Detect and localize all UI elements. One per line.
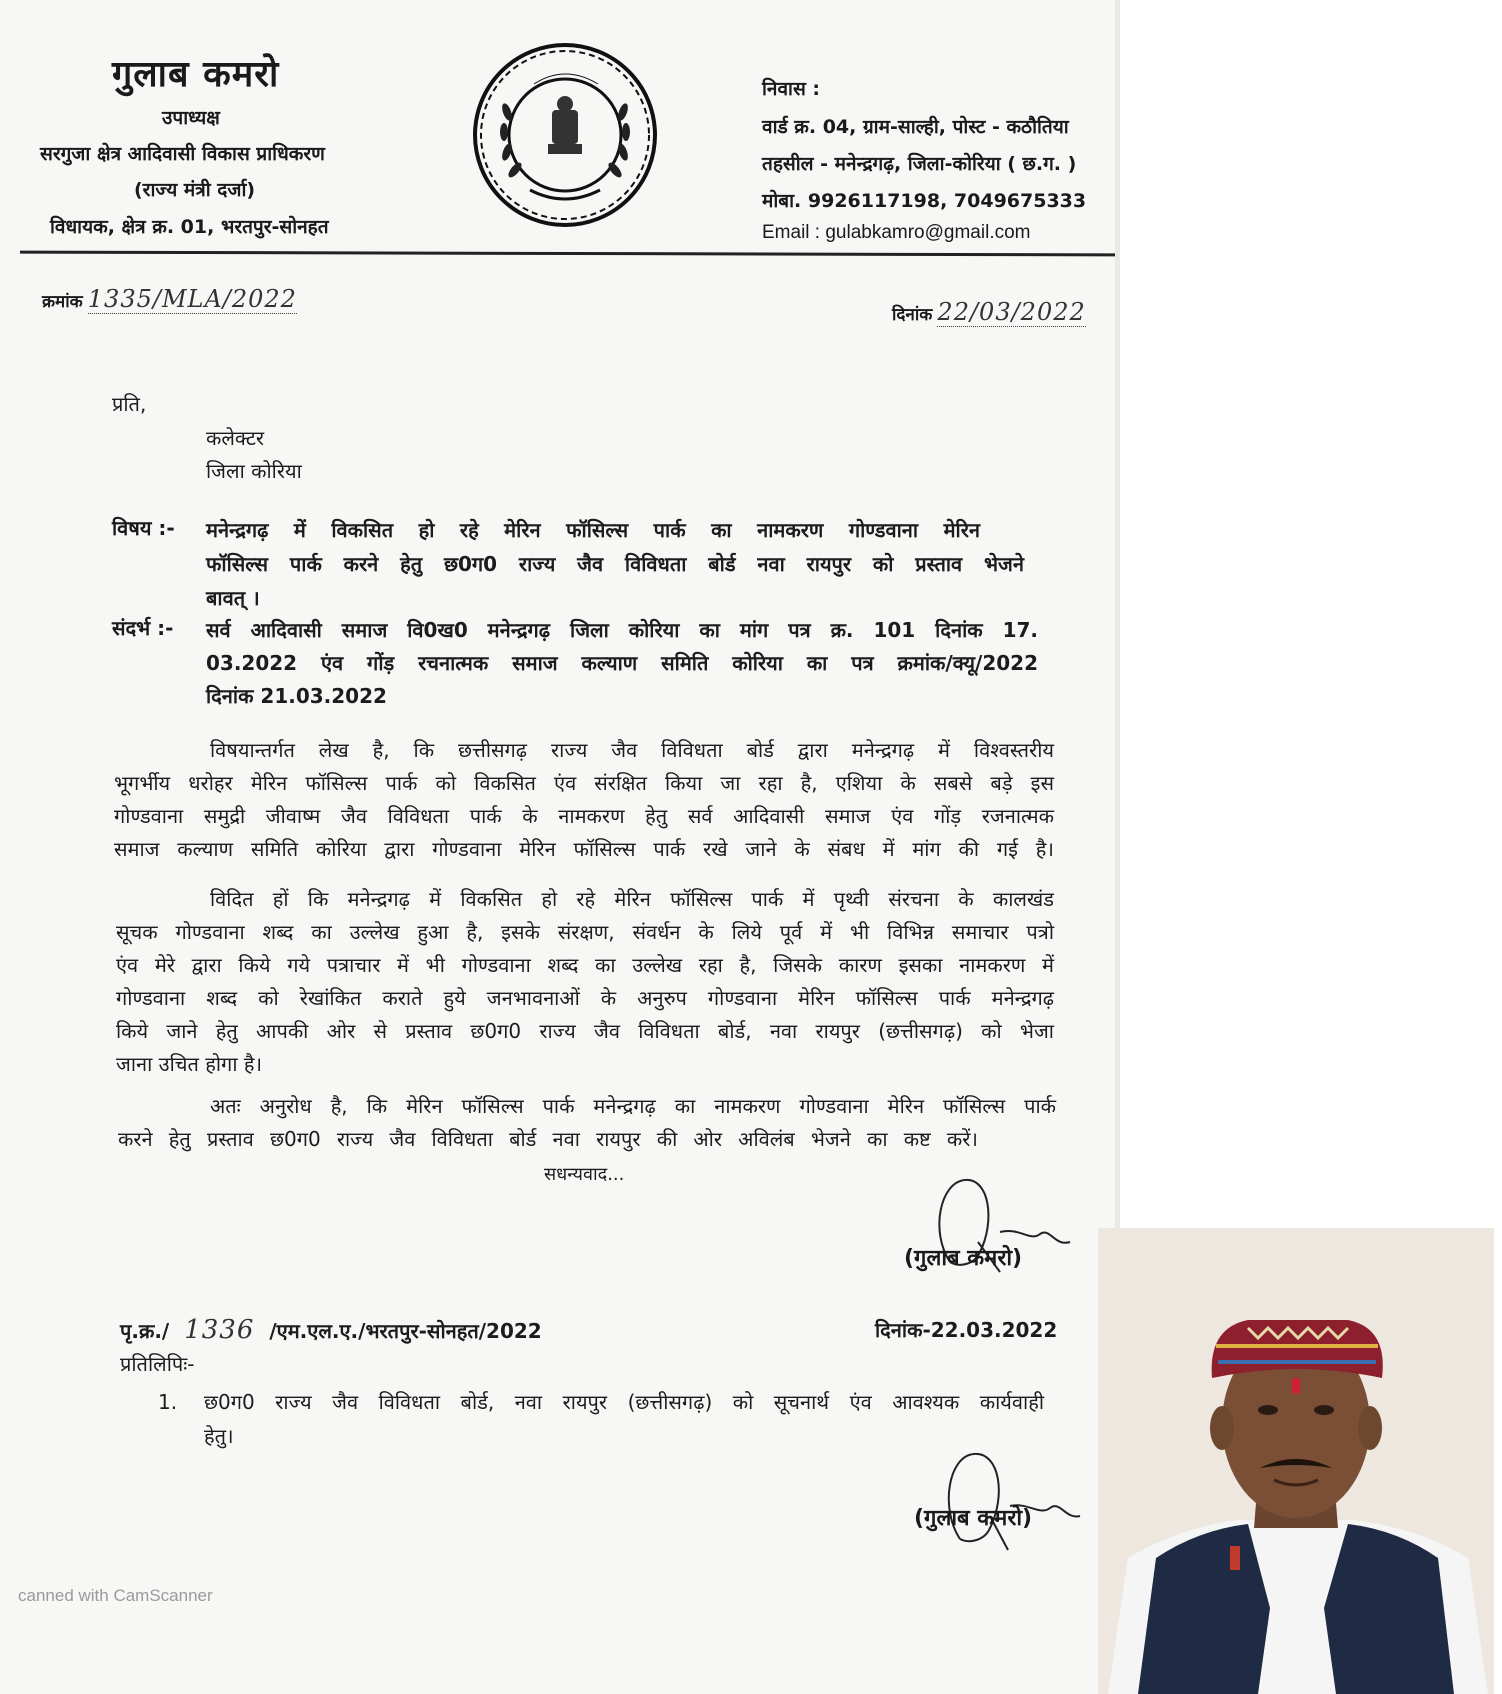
signature-name-1: (गुलाब कमरो) (904, 1246, 1023, 1271)
paragraph-2-line-3: एंव मेरे द्वारा किये गये पत्राचार में भी गोण्डवाना शब्द का उल्लेख रहा है, जिसके कारण इसका नामकरण में (116, 953, 1054, 977)
recipient-line-2: जिला कोरिया (206, 459, 302, 483)
letterhead-constituency: विधायक, क्षेत्र क्र. 01, भरतपुर-सोनहत (50, 216, 329, 238)
copy-item-line-2: हेतु। (204, 1424, 234, 1448)
copy-item-number: 1. (158, 1390, 178, 1414)
address-line-2: तहसील - मनेन्द्रगढ़, जिला-कोरिया ( छ.ग. ) (762, 153, 1077, 175)
reference-letters-line-2: 03.2022 एंव गोंड़ रचनात्मक समाज कल्याण समिति कोरिया का पत्र क्रमांक/क्यू/2022 (206, 651, 1038, 675)
reference-letters-label: संदर्भ :- (112, 616, 174, 640)
email-address: Email : gulabkamro@gmail.com (762, 222, 1031, 243)
paragraph-2-line-4: गोण्डवाना शब्द को रेखांकित कराते हुये जनभावनाओं के अनुरुप गोण्डवाना मेरिन फॉसिल्स पार्क मनेन्द्रगढ़ (116, 986, 1054, 1010)
copy-label: प्रतिलिपिः- (120, 1352, 195, 1376)
date-handwritten: 22/03/2022 (937, 298, 1086, 326)
paragraph-1-line-3: गोण्डवाना समुद्री जीवाष्म जैव विविधता पार्क के नामकरण हेतु सर्व आदिवासी समाज एंव गोंड़ रजनात्मक (114, 804, 1054, 828)
letterhead-designation: उपाध्यक्ष (162, 107, 220, 129)
paragraph-1-line-4: समाज कल्याण समिति कोरिया द्वारा गोण्डवाना मेरिन फॉसिल्स पार्क रखे जाने के संबध में मांग की गई है। (114, 837, 1054, 861)
scanner-watermark: canned with CamScanner (18, 1586, 213, 1605)
subject-line-3: बावत् । (206, 586, 260, 610)
address-label: निवास : (762, 78, 821, 100)
reference-letters-line-3: दिनांक 21.03.2022 (206, 684, 387, 708)
portrait-photo (1098, 1228, 1494, 1694)
endorsement-ref-line (120, 1314, 542, 1348)
reference-number-handwritten: 1335/MLA/2022 (87, 285, 297, 313)
paragraph-2-line-1: विदित हों कि मनेन्द्रगढ़ में विकसित हो रहे मेरिन फॉसिल्स पार्क में पृथ्वी संरचना के कालखंड (210, 887, 1054, 911)
thanks-note: सधन्यवाद... (544, 1164, 625, 1185)
letterhead-authority: सरगुजा क्षेत्र आदिवासी विकास प्राधिकरण (40, 143, 325, 165)
endorsement-date: दिनांक-22.03.2022 (875, 1318, 1058, 1342)
endorsement-number-handwritten: 1336 (184, 1315, 255, 1345)
paragraph-3-line-1: अतः अनुरोध है, कि मेरिन फॉसिल्स पार्क मनेन्द्रगढ़ का नामकरण गोण्डवाना मेरिन फॉसिल्स पार्क (210, 1094, 1056, 1118)
paragraph-3-line-2: करने हेतु प्रस्ताव छ0ग0 राज्य जैव विविधता बोर्ड नवा रायपुर की ओर अविलंब भेजने का कष्ट करें। (118, 1127, 978, 1151)
reference-letters-line-1: सर्व आदिवासी समाज वि0ख0 मनेन्द्रगढ़ जिला कोरिया का मांग पत्र क्र. 101 दिनांक 17. (206, 618, 1038, 642)
address-line-1: वार्ड क्र. 04, ग्राम-साल्ही, पोस्ट - कठौतिया (762, 116, 1069, 138)
subject-line-1: मनेन्द्रगढ़ में विकसित हो रहे मेरिन फॉसिल्स पार्क का नामकरण गोण्डवाना मेरिन (206, 518, 980, 542)
letterhead-name: गुलाब कमरो (112, 54, 280, 95)
paragraph-1-line-2: भूगर्भीय धरोहर मेरिन फॉसिल्स पार्क को विकसित एंव संरक्षित किया जा रहा है, एशिया के सबसे बड़े इस (114, 771, 1054, 795)
copy-item-line-1: छ0ग0 राज्य जैव विविधता बोर्ड, नवा रायपुर (छत्तीसगढ़) को सूचनार्थ एंव आवश्यक कार्यवाही (204, 1390, 1044, 1414)
portrait-illustration (1098, 1228, 1494, 1694)
reference-label: क्रमांक (42, 292, 83, 312)
date-label: दिनांक (892, 305, 933, 325)
date-line (892, 298, 1086, 326)
paragraph-2-line-2: सूचक गोण्डवाना शब्द का उल्लेख हुआ है, इसके संरक्षण, संवर्धन के लिये पूर्व में भी विभिन्न समाचार पत्रो (116, 920, 1054, 944)
subject-line-2: फॉसिल्स पार्क करने हेतु छ0ग0 राज्य जैव विविधता बोर्ड नवा रायपुर को प्रस्ताव भेजने (206, 552, 1024, 576)
signature-name-2: (गुलाब कमरो) (914, 1506, 1033, 1531)
paragraph-1-line-1: विषयान्तर्गत लेख है, कि छत्तीसगढ़ राज्य जैव विविधता बोर्ड द्वारा मनेन्द्रगढ़ में विश्वस्तरीय (210, 738, 1054, 762)
phone-numbers: मोबा. 9926117198, 7049675333 (762, 190, 1087, 212)
paragraph-2-line-6: जाना उचित होगा है। (116, 1052, 263, 1076)
signature-scribble-2 (930, 1444, 1090, 1554)
endorsement-prefix: पृ.क्र./ (120, 1319, 170, 1343)
paragraph-2-line-5: किये जाने हेतु आपकी ओर से प्रस्ताव छ0ग0 राज्य जैव विविधता बोर्ड, नवा रायपुर (छत्तीसगढ़) को भेजा (116, 1019, 1054, 1043)
state-emblem-seal (470, 40, 660, 230)
letterhead-rank: (राज्य मंत्री दर्जा) (134, 179, 256, 201)
reference-number-line (42, 285, 297, 313)
endorsement-suffix: /एम.एल.ए./भरतपुर-सोनहत/2022 (269, 1319, 542, 1343)
recipient-to: प्रति, (112, 392, 147, 416)
subject-label: विषय :- (112, 516, 175, 540)
recipient-line-1: कलेक्टर (206, 426, 265, 450)
